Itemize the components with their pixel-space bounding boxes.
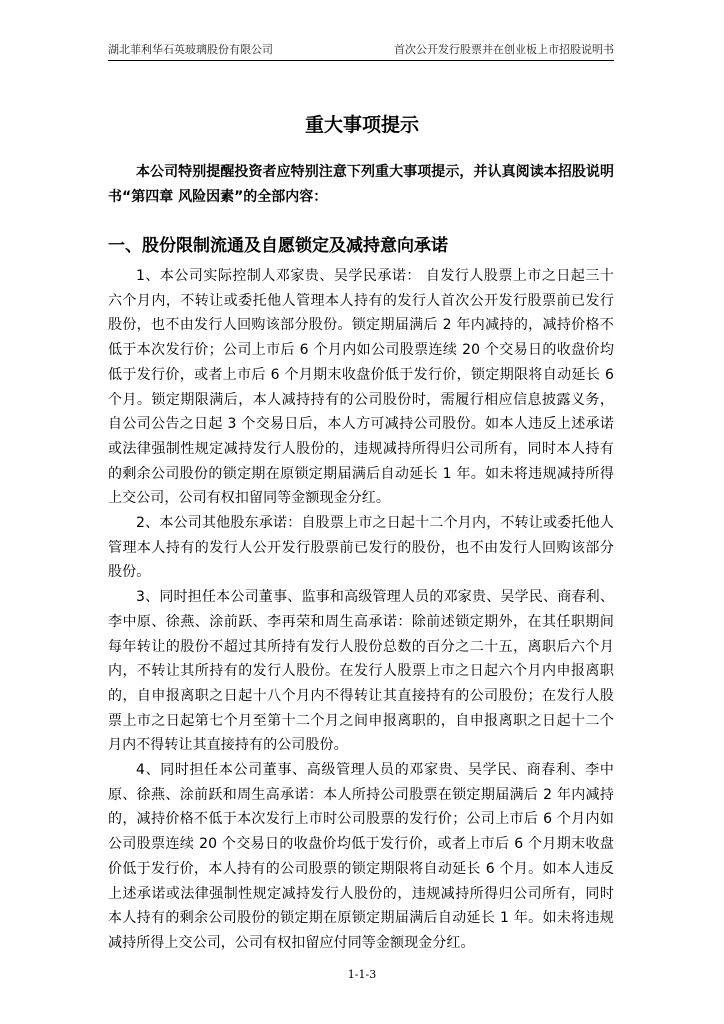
header-company-name: 湖北菲利华石英玻璃股份有限公司: [108, 43, 273, 56]
paragraph-3: 3、同时担任本公司董事、监事和高级管理人员的邓家贵、吴学民、商春利、李中原、徐燕、涂前跃、李再荣和周生高承诺：除前述锁定期外，在其任职期间每年转让的股份不超过其所持有发行人股份总数的百分之二十五，离职后六个月内，不转让其所持有的发行人股份。在发行人股票上市之日起六个月内申报离职的，自申报离职之日起十八个月内不得转让其直接持有的公司股份；在发行人股票上市之日起第七个月至第十二个月之间申报离职的，自申报离职之日起十二个月内不得转让其直接持有的公司股份。: [108, 589, 614, 754]
intro-paragraph: 本公司特别提醒投资者应特别注意下列重大事项提示，并认真阅读本招股说明书“第四章 风险因素”的全部内容：: [108, 164, 614, 205]
section-body: [108, 264, 614, 956]
page-title: 重大事项提示: [304, 114, 419, 136]
paragraph-1: 1、本公司实际控制人邓家贵、吴学民承诺： 自发行人股票上市之日起三十六个月内，不转让或委托他人管理本人持有的发行人首次公开发行股票前已发行股份，也不由发行人回购该部分股份。锁定期届满后 2 年内减持的，减持价格不低于本次发行价；公司上市后 6 个月内如公司股票连续 20 个交易日的收盘价均低于发行价，或者上市后 6 个月期末收盘价低于发行价，锁定期限将自动延长 6 个月。锁定期限满后，本人减持持有的公司股份时，需履行相应信息披露义务，自公司公告之日起 3 个交易日后，本人方可减持公司股份。如本人违反上述承诺或法律强制性规定减持发行人股份的，违规减持所得归公司所有，同时本人持有的剩余公司股份的锁定期在原锁定期届满后自动延长 1 年。如未将违规减持所得上交公司，公司有权扣留同等金额现金分红。: [108, 268, 614, 507]
page-number: 1-1-3: [347, 968, 377, 981]
page-header: [108, 40, 614, 61]
paragraph-4: 4、同时担任本公司董事、高级管理人员的邓家贵、吴学民、商春利、李中原、徐燕、涂前跃和周生高承诺：本人所持公司股票在锁定期届满后 2 年内减持的，减持价格不低于本次发行上市时公司股票的发行价；公司上市后 6 个月内如公司股票连续 20 个交易日的收盘价均低于发行价，或者上市后 6 个月期末收盘价低于发行价，本人持有的公司股票的锁定期限将自动延长 6 个月。如本人违反上述承诺或法律强制性规定减持发行人股份的，违规减持所得归公司所有，同时本人持有的剩余公司股份的锁定期在原锁定期届满后自动延长 1 年。如未将违规减持所得上交公司，公司有权扣留应付同等金额现金分红。: [108, 762, 614, 951]
section-heading: 一、股份限制流通及自愿锁定及减持意向承诺: [108, 236, 448, 256]
paragraph-2: 2、本公司其他股东承诺：自股票上市之日起十二个月内，不转让或委托他人管理本人持有的发行人公开发行股票前已发行的股份，也不由发行人回购该部分股份。: [108, 515, 614, 581]
header-document-title: 首次公开发行股票并在创业板上市招股说明书: [394, 43, 614, 56]
